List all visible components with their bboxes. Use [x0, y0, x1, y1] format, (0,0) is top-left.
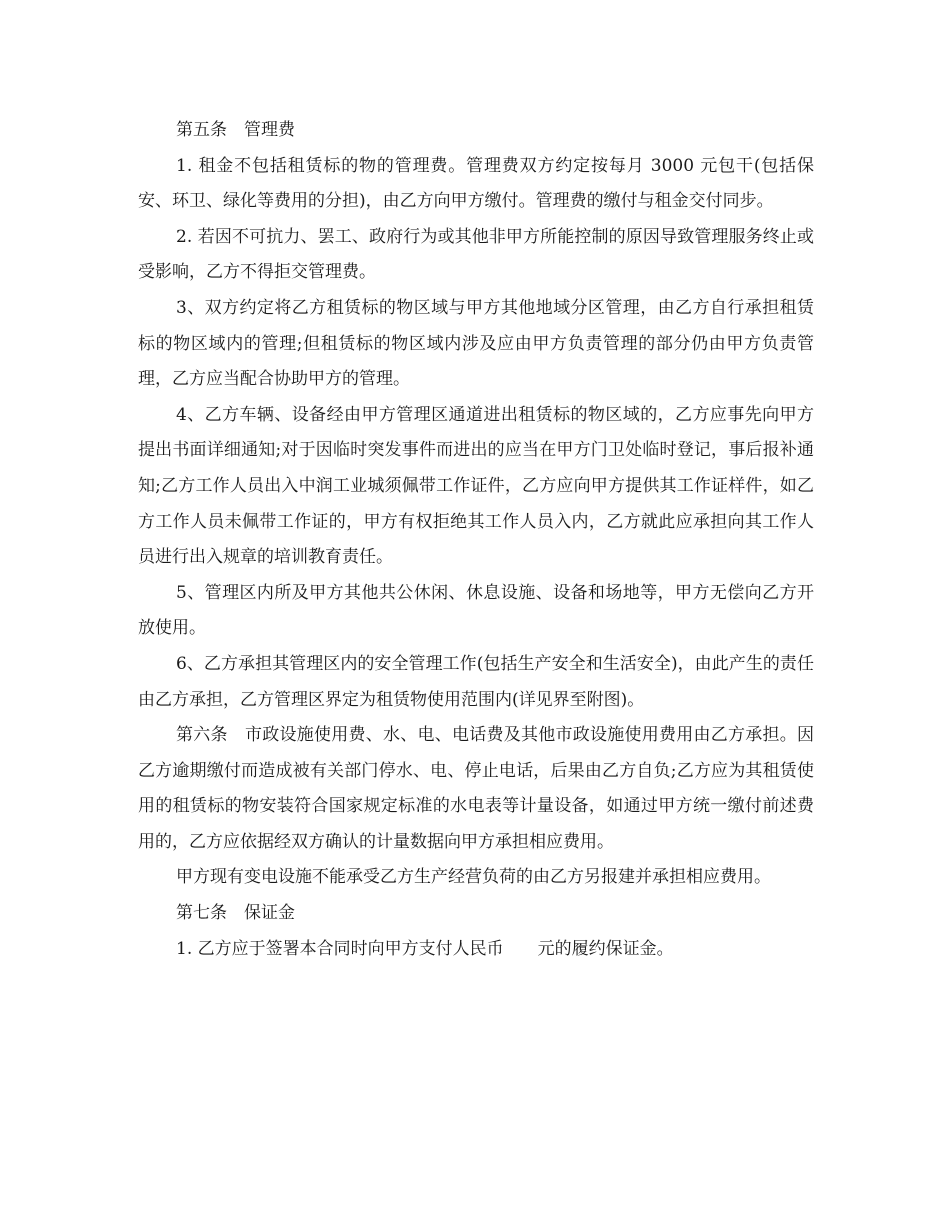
paragraph-5-3: 3、双方约定将乙方租赁标的物区域与甲方其他地域分区管理，由乙方自行承担租赁标的物区域内的管理;但租赁标的物区域内涉及应由甲方负责管理的部分仍由甲方负责管理，乙方应当配合协助甲方的管理。: [138, 297, 814, 390]
paragraph-6-substation: 甲方现有变电设施不能承受乙方生产经营负荷的由乙方另报建并承担相应费用。: [176, 867, 771, 888]
paragraph-5-2: 2. 若因不可抗力、罢工、政府行为或其他非甲方所能控制的原因导致管理服务终止或受影响，乙方不得拒交管理费。: [138, 226, 814, 283]
heading-article-5: 第五条 管理费: [176, 120, 295, 140]
heading-article-7: 第七条 保证金: [176, 903, 295, 924]
paragraph-article-6: 第六条 市政设施使用费、水、电、电话费及其他市政设施使用费用由乙方承担。因乙方逾期缴付而造成被有关部门停水、电、停止电话，后果由乙方自负;乙方应为其租赁使用的租赁标的物安装符合国家规定标准的水电表等计量设备，如通过甲方统一缴付前述费用的，乙方应依据经双方确认的计量数据向甲方承担相应费用。: [138, 725, 814, 852]
paragraph-5-5: 5、管理区内所及甲方其他共公休闲、休息设施、设备和场地等，甲方无偿向乙方开放使用。: [138, 582, 814, 639]
document-body: [138, 113, 814, 967]
paragraph-5-6: 6、乙方承担其管理区内的安全管理工作(包括生产安全和生活安全)，由此产生的责任由乙方承担，乙方管理区界定为租赁物使用范围内(详见界至附图)。: [138, 653, 814, 710]
paragraph-5-4: 4、乙方车辆、设备经由甲方管理区通道进出租赁标的物区域的，乙方应事先向甲方提出书面详细通知;对于因临时突发事件而进出的应当在甲方门卫处临时登记，事后报补通知;乙方工作人员出入中润工业城须佩带工作证件，乙方应向甲方提供其工作证样件，如乙方工作人员未佩带工作证的，甲方有权拒绝其工作人员入内，乙方就此应承担向其工作人员进行出入规章的培训教育责任。: [138, 404, 814, 568]
paragraph-7-1: 1. 乙方应于签署本合同时向甲方支付人民币 元的履约保证金。: [176, 938, 674, 959]
paragraph-5-1: 1. 租金不包括租赁标的物的管理费。管理费双方约定按每月 3000 元包干(包括保安、环卫、绿化等费用的分担)，由乙方向甲方缴付。管理费的缴付与租金交付同步。: [138, 155, 814, 212]
